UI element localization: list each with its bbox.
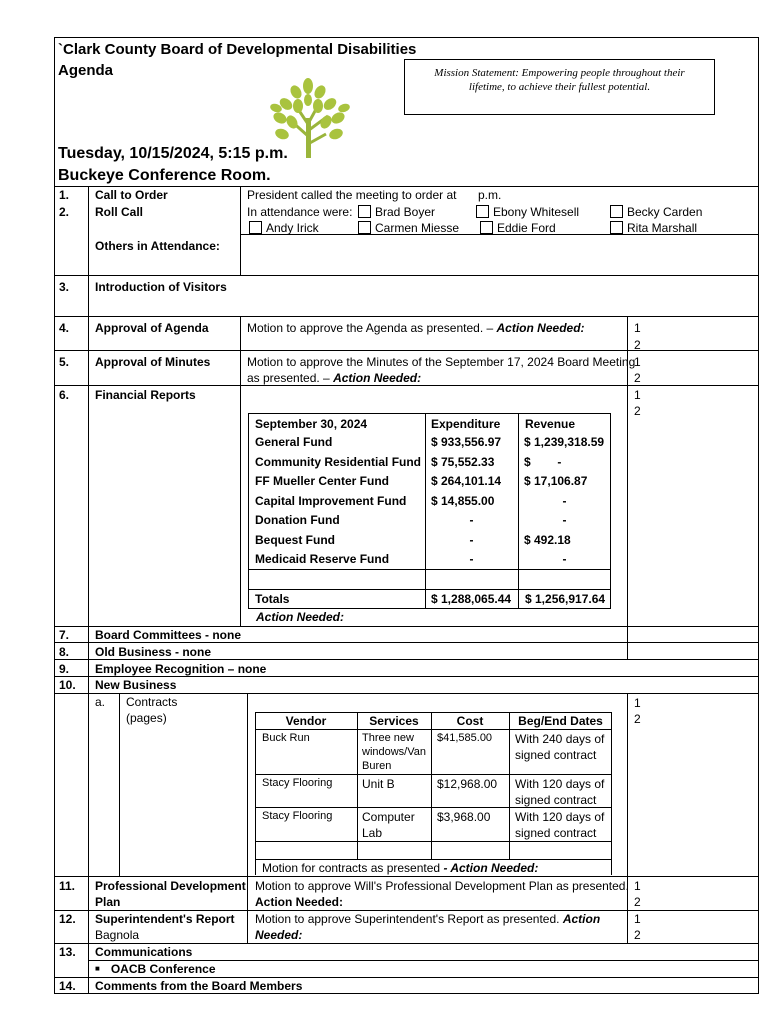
item-title-prof-dev: Professional Development <box>95 879 246 893</box>
action-needed: Action <box>562 912 601 926</box>
fin-revenue: $ 1,239,318.59 <box>524 435 605 449</box>
fin-fund-name: FF Mueller Center Fund <box>255 474 390 488</box>
contracts-header-dates: Beg/End Dates <box>518 714 603 728</box>
action-needed: Needed: <box>255 928 303 942</box>
contract-dates <box>515 776 604 808</box>
fin-revenue: - <box>562 552 567 566</box>
vote-one: 1 <box>634 912 641 926</box>
item-title-old-business: Old Business - none <box>95 645 212 659</box>
sub-item-contracts: Contracts <box>126 695 178 709</box>
contract-dates <box>515 731 604 763</box>
contracts-header-services: Services <box>369 714 419 728</box>
attendee-name: Andy Irick <box>266 221 319 235</box>
contract-services <box>362 809 415 841</box>
vote-one: 1 <box>634 879 641 893</box>
fin-totals-revenue: $ 1,256,917.64 <box>525 592 606 606</box>
fin-expenditure: - <box>469 532 474 547</box>
mission-statement: Mission Statement: Empowering people throughout their lifetime, to achieve their fullest potential. <box>404 59 715 115</box>
fin-fund-name: Donation Fund <box>255 513 340 527</box>
dates-line: With 120 days of <box>515 777 605 791</box>
contract-cost: $41,585.00 <box>437 732 493 744</box>
vote-one: 1 <box>634 388 641 402</box>
minutes-motion-line2 <box>247 370 421 386</box>
fin-fund-name: Community Residential Fund <box>255 454 422 469</box>
item-number: 11. <box>59 879 76 893</box>
vote-two: 2 <box>634 928 641 942</box>
item-number: 14. <box>59 979 76 993</box>
fin-expenditure: $ 14,855.00 <box>431 493 495 508</box>
vote-two: 2 <box>634 712 641 726</box>
item-title-financial: Financial Reports <box>95 388 196 402</box>
fin-expenditure: $ 933,556.97 <box>431 435 502 449</box>
contracts-header-cost: Cost <box>456 714 484 728</box>
motion-text: as presented. – <box>247 371 334 385</box>
fin-expenditure: $ 264,101.14 <box>431 474 502 488</box>
dates-line: signed contract <box>515 793 597 807</box>
fin-expenditure: - <box>469 552 474 566</box>
agenda-motion <box>247 320 585 336</box>
sub-item-letter: a. <box>95 695 106 709</box>
services-line: Unit B <box>362 777 395 791</box>
motion-text: Motion to approve Superintendent's Report as presented. <box>255 912 563 926</box>
org-title: `Clark County Board of Developmental Disabilities <box>58 41 417 58</box>
fin-fund-name: Capital Improvement Fund <box>255 493 407 508</box>
fin-revenue: $ - <box>524 454 562 469</box>
dates-line: With 120 days of <box>515 810 605 824</box>
attendee-checkbox[interactable] <box>476 204 579 220</box>
fin-expenditure: $ 75,552.33 <box>431 454 495 469</box>
doc-type: Agenda <box>58 62 114 79</box>
fin-header-revenue: Revenue <box>525 417 576 431</box>
bullet-text: OACB Conference <box>110 962 216 976</box>
attendee-checkbox[interactable] <box>249 220 319 236</box>
services-line: Lab <box>362 826 383 840</box>
fin-fund-name: Bequest Fund <box>255 532 335 547</box>
prof-dev-motion: Motion to approve Will's Professional Development Plan as presented. <box>255 879 629 893</box>
contract-vendor: Stacy Flooring <box>262 777 333 789</box>
services-line: windows/Van <box>362 746 426 758</box>
item-number: 7. <box>59 628 70 642</box>
item-number: 9. <box>59 662 70 676</box>
item-title-new-business: New Business <box>95 678 177 692</box>
item-title-comments: Comments from the Board Members <box>95 979 303 993</box>
contract-services <box>362 776 395 792</box>
others-in-attendance: Others in Attendance: <box>95 239 220 253</box>
fin-revenue: - <box>562 493 567 508</box>
fin-fund-name: General Fund <box>255 435 333 449</box>
fin-fund-name: Medicaid Reserve Fund <box>255 552 390 566</box>
vote-one: 1 <box>634 321 641 335</box>
attendee-name: Rita Marshall <box>627 221 698 235</box>
attendee-checkbox[interactable] <box>358 220 459 236</box>
attendee-name: Eddie Ford <box>497 221 556 235</box>
item-title-minutes: Approval of Minutes <box>95 355 211 369</box>
dates-line: With 240 days of <box>515 732 605 746</box>
item-title-recognition: Employee Recognition – none <box>95 662 267 676</box>
action-needed: - Action Needed: <box>443 861 539 875</box>
vote-two: 2 <box>634 338 641 352</box>
item-title-committees: Board Committees - none <box>95 628 242 642</box>
attendee-name: Becky Carden <box>627 205 703 219</box>
services-line: Three new <box>362 732 414 744</box>
item-title-roll-call: Roll Call <box>95 205 144 219</box>
fin-totals-expenditure: $ 1,288,065.44 <box>431 592 512 606</box>
action-needed: Action Needed: <box>333 371 422 385</box>
item-number: 3. <box>59 280 70 294</box>
financial-action-needed: Action Needed: <box>256 610 345 624</box>
fin-revenue: $ 17,106.87 <box>524 474 588 488</box>
item-title-agenda: Approval of Agenda <box>95 321 209 335</box>
item-number: 2. <box>59 205 70 219</box>
call-to-order-text: President called the meeting to order at <box>247 188 457 202</box>
fin-header-period: September 30, 2024 <box>255 417 368 431</box>
services-line: Computer <box>362 810 415 824</box>
item-number: 1. <box>59 188 70 202</box>
action-needed: Action Needed: <box>255 895 344 909</box>
dates-line: signed contract <box>515 826 597 840</box>
vote-two: 2 <box>634 895 641 909</box>
fin-revenue: $ 492.18 <box>524 532 571 547</box>
item-title-call-to-order: Call to Order <box>95 188 168 202</box>
contract-cost: $3,968.00 <box>437 810 491 824</box>
item-number: 12. <box>59 912 76 926</box>
vote-two: 2 <box>634 371 641 385</box>
attendee-name: Brad Boyer <box>375 205 436 219</box>
fin-expenditure: - <box>469 513 474 527</box>
contracts-motion <box>262 860 538 876</box>
call-to-order-pm: p.m. <box>478 188 502 202</box>
item-title-visitors: Introduction of Visitors <box>95 280 227 294</box>
contract-vendor: Buck Run <box>262 732 310 744</box>
meeting-location: Buckeye Conference Room. <box>58 167 271 184</box>
contracts-header-vendor: Vendor <box>285 714 327 728</box>
contract-services <box>362 731 426 773</box>
item-number: 10. <box>59 678 76 692</box>
fin-header-expenditure: Expenditure <box>431 417 501 431</box>
sub-item-pages: (pages) <box>126 711 167 725</box>
attendee-checkbox[interactable] <box>358 204 435 220</box>
dates-line: signed contract <box>515 748 597 762</box>
minutes-motion-line1: Motion to approve the Minutes of the September 17, 2024 Board Meeting <box>247 355 636 369</box>
supt-name: Bagnola <box>95 928 140 942</box>
attendee-name: Carmen Miesse <box>375 221 460 235</box>
vote-one: 1 <box>634 696 641 710</box>
contract-cost: $12,968.00 <box>437 777 498 791</box>
item-title-supt-report: Superintendent's Report <box>95 912 235 926</box>
vote-one: 1 <box>634 355 641 369</box>
item-title-prof-dev-2: Plan <box>95 895 121 909</box>
contract-vendor: Stacy Flooring <box>262 810 333 822</box>
attendee-name: Ebony Whitesell <box>493 205 580 219</box>
motion-text: Motion for contracts as presented <box>262 861 444 875</box>
attendee-checkbox[interactable] <box>480 220 556 236</box>
item-number: 8. <box>59 645 70 659</box>
attendee-checkbox[interactable] <box>610 204 702 220</box>
services-line: Buren <box>362 760 392 772</box>
item-number: 5. <box>59 355 70 369</box>
communications-bullet: ■ OACB Conference <box>95 962 216 976</box>
item-title-communications: Communications <box>95 945 193 959</box>
vote-two: 2 <box>634 404 641 418</box>
contract-dates <box>515 809 604 841</box>
attendee-checkbox[interactable] <box>610 220 697 236</box>
supt-motion <box>255 911 600 927</box>
motion-text: Motion to approve the Agenda as presented. – <box>247 321 497 335</box>
fin-revenue: - <box>562 513 567 527</box>
meeting-date: Tuesday, 10/15/2024, 5:15 p.m. <box>58 145 288 162</box>
attendance-label: In attendance were: <box>247 205 353 219</box>
item-number: 6. <box>59 388 70 402</box>
item-number: 4. <box>59 321 70 335</box>
fin-totals-label: Totals <box>255 592 290 606</box>
item-number: 13. <box>59 945 76 959</box>
action-needed: Action Needed: <box>496 321 585 335</box>
